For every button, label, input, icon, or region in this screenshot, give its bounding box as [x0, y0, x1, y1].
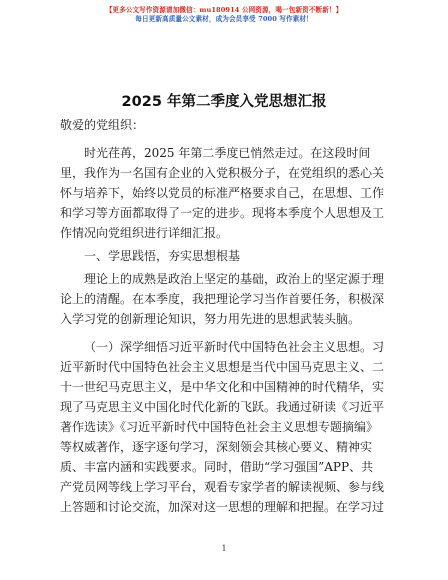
paragraph-1-line-2: 里，我作为一名国有企业的入党积极分子，在党组织的悉心关	[60, 166, 385, 180]
paragraph-2-line-2: 论上的清醒。在本季度，我把理论学习当作首要任务，积极深	[60, 292, 385, 306]
page-number: 1	[221, 544, 227, 553]
paragraph-1-line-5: 作情况向党组织进行详细汇报。	[60, 226, 229, 240]
promo-banner	[0, 6, 448, 24]
paragraph-3-line-2: 近平新时代中国特色社会主义思想是当代中国马克思主义、二	[60, 360, 385, 374]
section-heading-1: 一、学思践悟，夯实思想根基	[84, 249, 241, 263]
promo-banner-line-1: 【更多公文写作资源请加微信：mu180914 公网资源，喝一包新资不断新！】	[105, 6, 343, 14]
paragraph-3-line-5: 著作选读》《习近平新时代中国特色社会主义思想专题摘编》	[60, 420, 379, 434]
paragraph-1-line-1: 时光荏苒，2025 年第二季度已悄然走过。在这段时间	[84, 146, 371, 160]
paragraph-3-line-6: 等权威著作，逐字逐句学习，深刻领会其核心要义、精神实	[60, 440, 373, 454]
paragraph-2-line-3: 入学习党的创新理论知识，努力用先进的思想武装头脑。	[60, 312, 361, 326]
paragraph-3-line-3: 十一世纪马克思主义，是中华文化和中国精神的时代精华，实	[60, 380, 385, 394]
paragraph-3-line-4: 现了马克思主义中国化时代化新的飞跃。我通过研读《习近平	[60, 400, 385, 414]
paragraph-3-line-9: 上答题和讨论交流，加深对这一思想的理解和把握。在学习过	[60, 500, 385, 514]
paragraph-1-line-3: 怀与培养下，始终以党员的标准严格要求自己，在思想、工作	[60, 186, 385, 200]
paragraph-3-line-7: 质、丰富内涵和实践要求。同时，借助“学习强国”APP、共	[60, 460, 374, 474]
paragraph-3-line-8: 产党员网等线上学习平台，观看专家学者的解读视频、参与线	[60, 480, 385, 494]
paragraph-3-line-1: （一）深学细悟习近平新时代中国特色社会主义思想。习	[84, 340, 385, 354]
paragraph-1-line-4: 和学习等方面都取得了一定的进步。现将本季度个人思想及工	[60, 206, 385, 220]
promo-banner-line-2: 每日更新高质量公文素材，成为会员享受 7000 写作素材！	[135, 15, 313, 23]
paragraph-2-line-1: 理论上的成熟是政治上坚定的基础，政治上的坚定源于理	[84, 272, 385, 286]
document-title: 2025 年第二季度入党思想汇报	[121, 94, 327, 110]
salutation: 敬爱的党组织：	[60, 118, 145, 132]
